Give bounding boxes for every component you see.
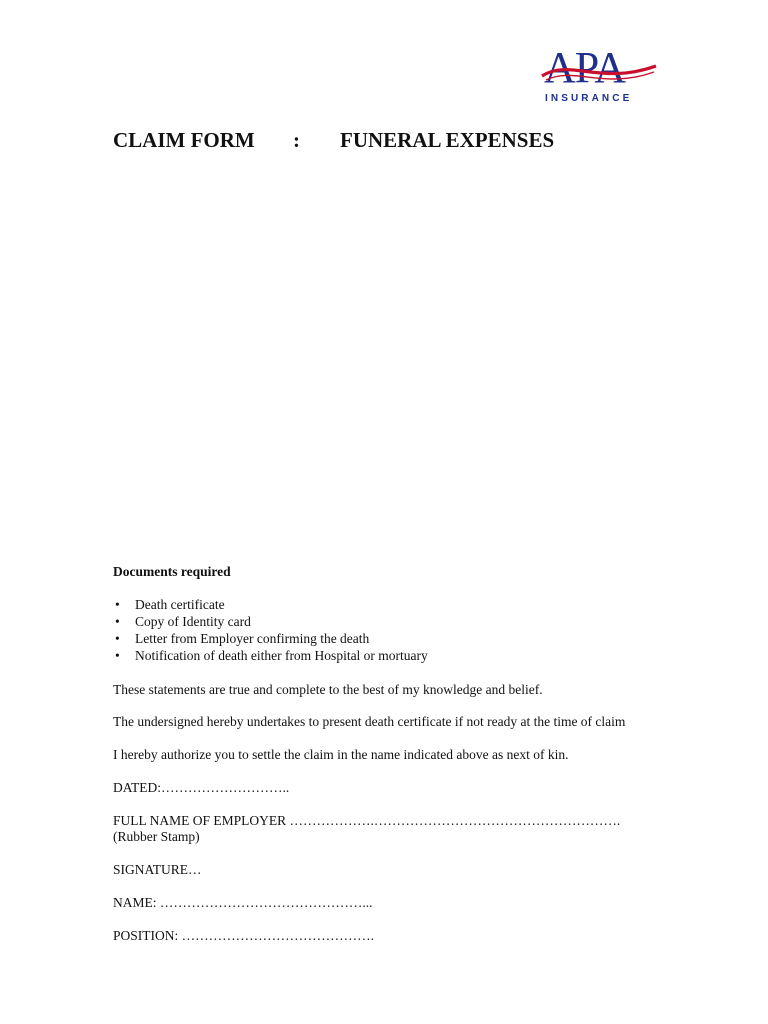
title-form: CLAIM FORM (113, 128, 255, 152)
statement-undertake: The undersigned hereby undertakes to present death certificate if not ready at the time of claim (113, 714, 626, 729)
logo-wordmark: APA (544, 43, 625, 92)
document-label: Copy of Identity card (135, 614, 251, 629)
position-field[interactable]: POSITION: ……………………………………. (113, 928, 375, 943)
title-subject: FUNERAL EXPENSES (340, 128, 555, 152)
title-separator: : (293, 128, 300, 152)
statement-authorize: I hereby authorize you to settle the claim in the name indicated above as next of kin. (113, 747, 569, 762)
list-item (113, 647, 428, 664)
list-item (113, 630, 428, 647)
bullet-icon: • (115, 631, 120, 646)
document-label: Death certificate (135, 597, 225, 612)
dated-field[interactable]: DATED:……………………….. (113, 780, 290, 795)
documents-heading: Documents required (113, 564, 231, 579)
bullet-icon: • (115, 648, 120, 663)
employer-name-field[interactable]: FULL NAME OF EMPLOYER ……………….………………………………………………. (113, 813, 621, 828)
bullet-icon: • (115, 614, 120, 629)
statement-true-complete: These statements are true and complete to the best of my knowledge and belief. (113, 682, 543, 697)
name-field[interactable]: NAME: ………………………………………... (113, 895, 373, 910)
signature-field[interactable]: SIGNATURE… (113, 862, 202, 877)
apa-insurance-logo (540, 40, 658, 106)
document-label: Letter from Employer confirming the death (135, 631, 370, 646)
list-item (113, 613, 428, 630)
bullet-icon: • (115, 597, 120, 612)
documents-list (113, 596, 428, 664)
logo-subtitle: INSURANCE (545, 93, 633, 104)
list-item (113, 596, 428, 613)
document-label: Notification of death either from Hospital or mortuary (135, 648, 428, 663)
rubber-stamp-note: (Rubber Stamp) (113, 829, 200, 844)
logo-graphic (540, 40, 658, 106)
